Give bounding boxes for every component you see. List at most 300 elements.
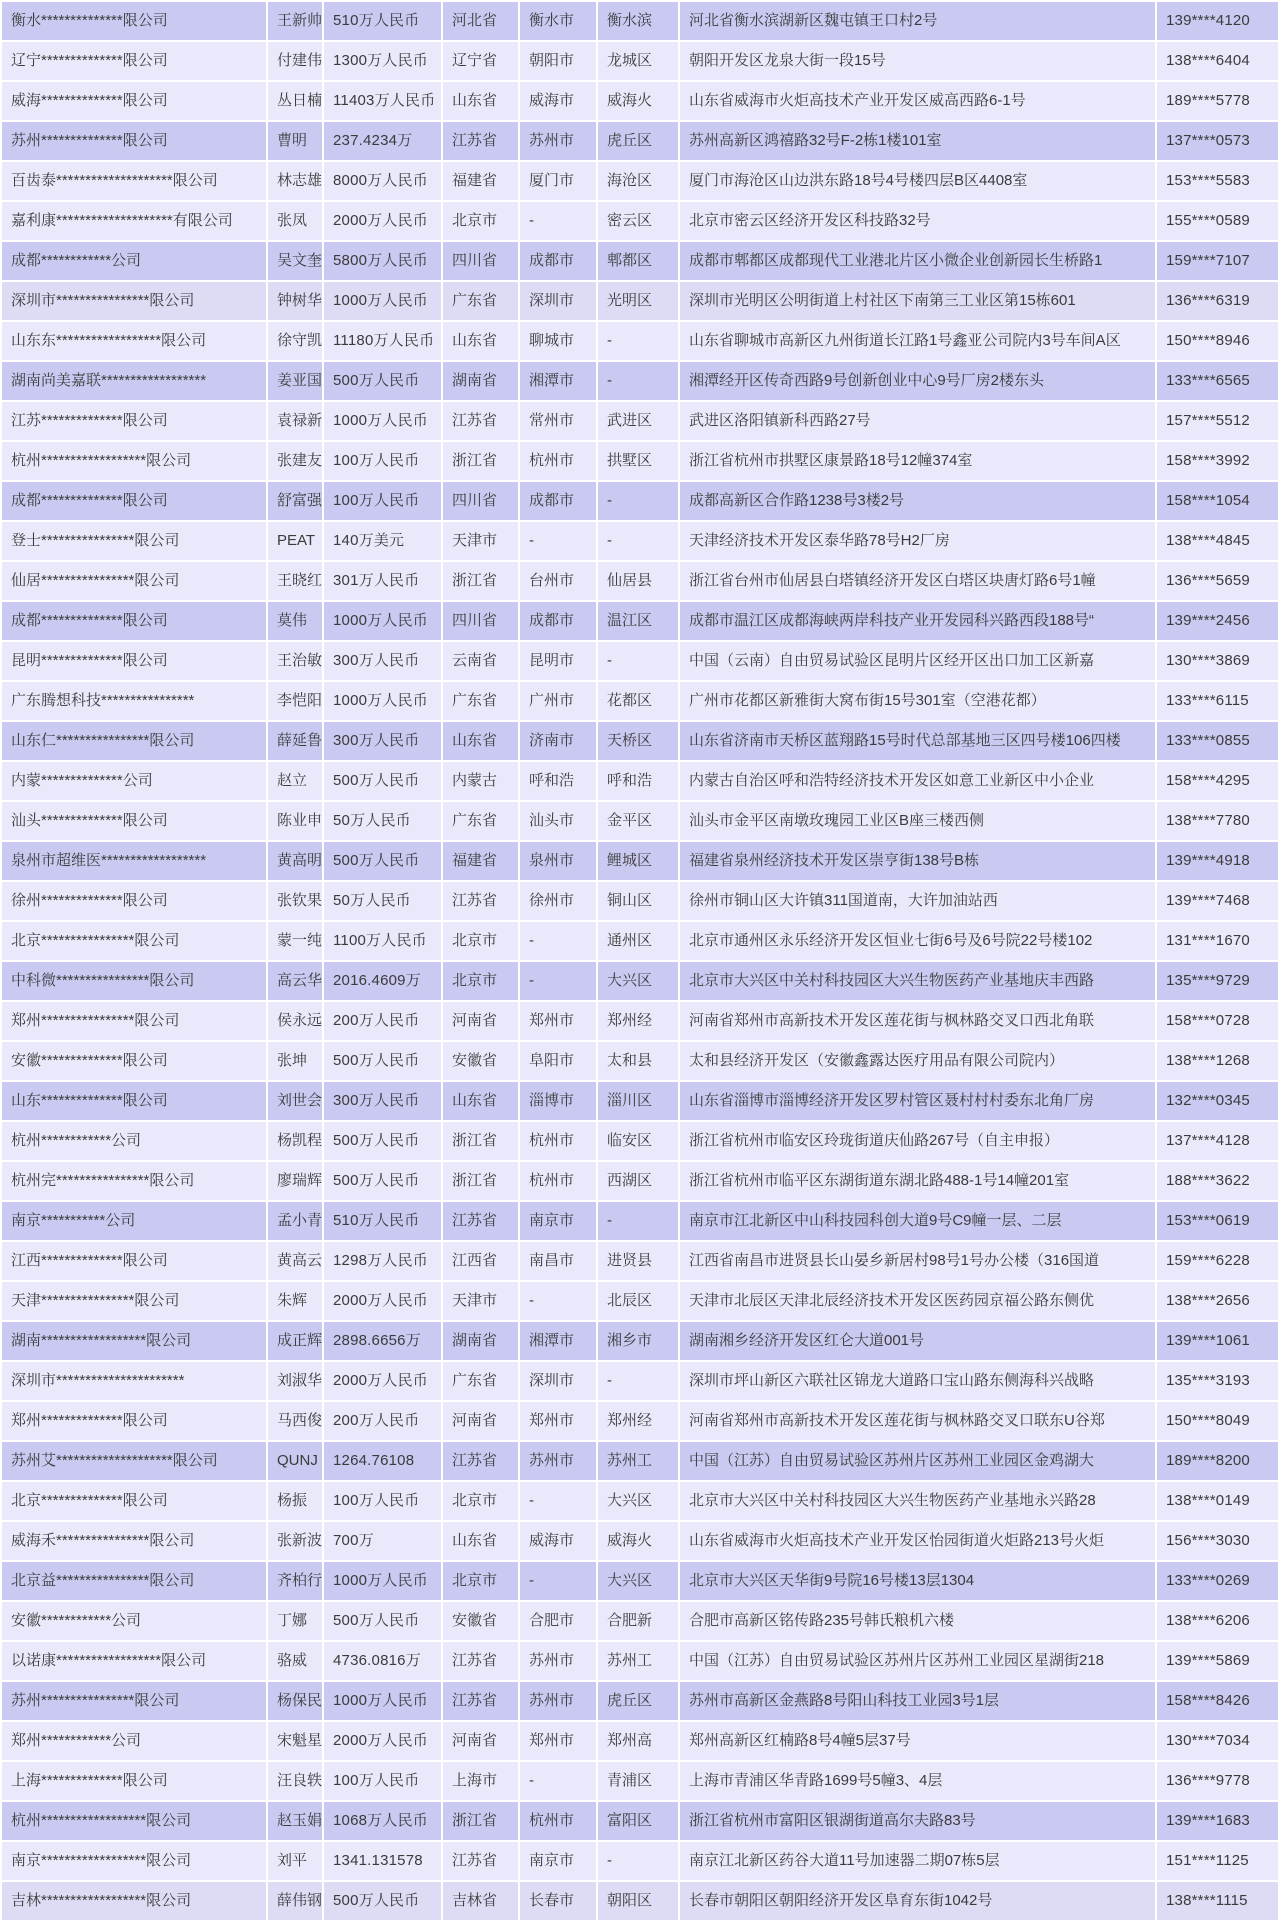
cell-district: 大兴区 — [598, 962, 678, 1000]
cell-city: 徐州市 — [520, 882, 596, 920]
cell-person: 刘世会 — [268, 1082, 322, 1120]
cell-city: 杭州市 — [520, 442, 596, 480]
cell-address: 郑州高新区红楠路8号4幢5层37号 — [680, 1722, 1155, 1760]
cell-capital: 500万人民币 — [324, 1042, 441, 1080]
cell-address: 徐州市铜山区大许镇311国道南，大许加油站西 — [680, 882, 1155, 920]
table-row — [2, 1842, 1278, 1880]
cell-phone: 130****3869 — [1157, 642, 1278, 680]
cell-phone: 188****3622 — [1157, 1162, 1278, 1200]
cell-province: 山东省 — [443, 722, 518, 760]
cell-person: 丁娜 — [268, 1602, 322, 1640]
cell-phone: 158****4295 — [1157, 762, 1278, 800]
cell-city: 汕头市 — [520, 802, 596, 840]
cell-district: 金平区 — [598, 802, 678, 840]
cell-capital: 300万人民币 — [324, 642, 441, 680]
cell-phone: 136****5659 — [1157, 562, 1278, 600]
cell-capital: 100万人民币 — [324, 1482, 441, 1520]
cell-person: 杨凯程 — [268, 1122, 322, 1160]
cell-phone: 138****6206 — [1157, 1602, 1278, 1640]
cell-phone: 138****6404 — [1157, 42, 1278, 80]
cell-address: 中国（云南）自由贸易试验区昆明片区经开区出口加工区新嘉 — [680, 642, 1155, 680]
table-row — [2, 482, 1278, 520]
cell-city: 杭州市 — [520, 1162, 596, 1200]
cell-phone: 151****1125 — [1157, 1842, 1278, 1880]
cell-address: 苏州市高新区金燕路8号阳山科技工业园3号1层 — [680, 1682, 1155, 1720]
table-row — [2, 1162, 1278, 1200]
table-row — [2, 1802, 1278, 1840]
cell-district: - — [598, 642, 678, 680]
cell-company: 仙居****************限公司 — [2, 562, 266, 600]
cell-company: 湖南尚美嘉联****************** — [2, 362, 266, 400]
cell-person: 张建友 — [268, 442, 322, 480]
cell-district: 湘乡市 — [598, 1322, 678, 1360]
table-row — [2, 962, 1278, 1000]
table-row — [2, 1042, 1278, 1080]
table-row — [2, 1202, 1278, 1240]
cell-district: 太和县 — [598, 1042, 678, 1080]
cell-phone: 156****3030 — [1157, 1522, 1278, 1560]
cell-address: 成都高新区合作路1238号3楼2号 — [680, 482, 1155, 520]
cell-person: 齐柏行 — [268, 1562, 322, 1600]
cell-district: 郫都区 — [598, 242, 678, 280]
cell-province: 上海市 — [443, 1762, 518, 1800]
cell-capital: 500万人民币 — [324, 1122, 441, 1160]
table-row — [2, 162, 1278, 200]
cell-phone: 139****5869 — [1157, 1642, 1278, 1680]
cell-district: 郑州高 — [598, 1722, 678, 1760]
cell-person: 王治敏 — [268, 642, 322, 680]
cell-person: 孟小青 — [268, 1202, 322, 1240]
cell-capital: 2898.6656万 — [324, 1322, 441, 1360]
cell-address: 浙江省杭州市临安区玲珑街道庆仙路267号（自主申报） — [680, 1122, 1155, 1160]
cell-capital: 11403万人民币 — [324, 82, 441, 120]
cell-phone: 135****9729 — [1157, 962, 1278, 1000]
table-row — [2, 1882, 1278, 1920]
cell-person: 王晓红 — [268, 562, 322, 600]
cell-capital: 100万人民币 — [324, 482, 441, 520]
cell-capital: 1264.76108 — [324, 1442, 441, 1480]
cell-address: 北京市大兴区天华街9号院16号楼13层1304 — [680, 1562, 1155, 1600]
cell-phone: 138****1115 — [1157, 1882, 1278, 1920]
cell-phone: 138****7780 — [1157, 802, 1278, 840]
cell-company: 苏州**************限公司 — [2, 122, 266, 160]
cell-person: 陈业申 — [268, 802, 322, 840]
cell-person: 薛伟钢 — [268, 1882, 322, 1920]
cell-person: 赵立 — [268, 762, 322, 800]
cell-phone: 131****1670 — [1157, 922, 1278, 960]
cell-phone: 189****5778 — [1157, 82, 1278, 120]
cell-person: 刘平 — [268, 1842, 322, 1880]
cell-province: 福建省 — [443, 162, 518, 200]
cell-company: 杭州************公司 — [2, 1122, 266, 1160]
table-row — [2, 722, 1278, 760]
cell-district: 大兴区 — [598, 1562, 678, 1600]
table-row — [2, 1282, 1278, 1320]
cell-capital: 700万 — [324, 1522, 441, 1560]
cell-person: 张坤 — [268, 1042, 322, 1080]
cell-company: 广东腾想科技**************** — [2, 682, 266, 720]
cell-person: 徐守凯 — [268, 322, 322, 360]
cell-city: 成都市 — [520, 482, 596, 520]
cell-capital: 8000万人民币 — [324, 162, 441, 200]
cell-phone: 130****7034 — [1157, 1722, 1278, 1760]
cell-company: 江西**************限公司 — [2, 1242, 266, 1280]
cell-city: 苏州市 — [520, 122, 596, 160]
cell-person: 姜亚国 — [268, 362, 322, 400]
cell-company: 山东仁****************限公司 — [2, 722, 266, 760]
cell-province: 河南省 — [443, 1402, 518, 1440]
table-row — [2, 402, 1278, 440]
cell-capital: 1000万人民币 — [324, 1562, 441, 1600]
cell-district: - — [598, 1362, 678, 1400]
cell-address: 中国（江苏）自由贸易试验区苏州片区苏州工业园区金鸡湖大 — [680, 1442, 1155, 1480]
cell-capital: 1000万人民币 — [324, 602, 441, 640]
cell-district: 衡水滨 — [598, 2, 678, 40]
cell-province: 江苏省 — [443, 1202, 518, 1240]
cell-address: 太和县经济开发区（安徽鑫露达医疗用品有限公司院内） — [680, 1042, 1155, 1080]
cell-address: 南京市江北新区中山科技园科创大道9号C9幢一层、二层 — [680, 1202, 1155, 1240]
table-row — [2, 1402, 1278, 1440]
cell-person: 袁禄新 — [268, 402, 322, 440]
cell-address: 中国（江苏）自由贸易试验区苏州片区苏州工业园区星湖街218 — [680, 1642, 1155, 1680]
cell-phone: 133****0269 — [1157, 1562, 1278, 1600]
cell-city: 苏州市 — [520, 1682, 596, 1720]
cell-district: - — [598, 1202, 678, 1240]
cell-capital: 2000万人民币 — [324, 1722, 441, 1760]
table-row — [2, 1002, 1278, 1040]
cell-address: 山东省威海市火炬高技术产业开发区威高西路6-1号 — [680, 82, 1155, 120]
cell-person: 李恺阳 — [268, 682, 322, 720]
cell-district: 仙居县 — [598, 562, 678, 600]
cell-address: 苏州高新区鸿禧路32号F-2栋1楼101室 — [680, 122, 1155, 160]
cell-phone: 150****8946 — [1157, 322, 1278, 360]
cell-province: 广东省 — [443, 682, 518, 720]
cell-person: 吴文奎 — [268, 242, 322, 280]
cell-province: 广东省 — [443, 1362, 518, 1400]
table-row — [2, 1082, 1278, 1120]
table-row — [2, 842, 1278, 880]
cell-company: 嘉利康********************有限公司 — [2, 202, 266, 240]
cell-capital: 510万人民币 — [324, 1202, 441, 1240]
table-row — [2, 202, 1278, 240]
cell-company: 苏州****************限公司 — [2, 1682, 266, 1720]
table-row — [2, 642, 1278, 680]
cell-province: 江苏省 — [443, 1442, 518, 1480]
cell-phone: 137****0573 — [1157, 122, 1278, 160]
cell-city: 泉州市 — [520, 842, 596, 880]
cell-capital: 4736.0816万 — [324, 1642, 441, 1680]
table-row — [2, 1122, 1278, 1160]
cell-city: 南昌市 — [520, 1242, 596, 1280]
cell-capital: 2000万人民币 — [324, 202, 441, 240]
cell-person: 莫伟 — [268, 602, 322, 640]
cell-phone: 139****1061 — [1157, 1322, 1278, 1360]
cell-city: 朝阳市 — [520, 42, 596, 80]
cell-city: 淄博市 — [520, 1082, 596, 1120]
table-row — [2, 602, 1278, 640]
cell-company: 汕头**************限公司 — [2, 802, 266, 840]
cell-phone: 137****4128 — [1157, 1122, 1278, 1160]
cell-district: 鲤城区 — [598, 842, 678, 880]
cell-capital: 500万人民币 — [324, 762, 441, 800]
cell-person: 张新波 — [268, 1522, 322, 1560]
cell-capital: 500万人民币 — [324, 362, 441, 400]
table-row — [2, 122, 1278, 160]
cell-address: 上海市青浦区华青路1699号5幢3、4层 — [680, 1762, 1155, 1800]
cell-company: 郑州**************限公司 — [2, 1402, 266, 1440]
cell-person: 曹明 — [268, 122, 322, 160]
cell-address: 北京市大兴区中关村科技园区大兴生物医药产业基地永兴路28 — [680, 1482, 1155, 1520]
cell-city: 郑州市 — [520, 1722, 596, 1760]
cell-capital: 510万人民币 — [324, 2, 441, 40]
cell-capital: 200万人民币 — [324, 1402, 441, 1440]
cell-province: 安徽省 — [443, 1042, 518, 1080]
cell-city: 合肥市 — [520, 1602, 596, 1640]
cell-address: 成都市郫都区成都现代工业港北片区小微企业创新园长生桥路1 — [680, 242, 1155, 280]
cell-city: 衡水市 — [520, 2, 596, 40]
table-row — [2, 1242, 1278, 1280]
cell-city: - — [520, 522, 596, 560]
cell-address: 厦门市海沧区山边洪东路18号4号楼四层B区4408室 — [680, 162, 1155, 200]
cell-company: 威海**************限公司 — [2, 82, 266, 120]
cell-city: 阜阳市 — [520, 1042, 596, 1080]
table-row — [2, 2, 1278, 40]
cell-company: 内蒙**************公司 — [2, 762, 266, 800]
cell-city: 长春市 — [520, 1882, 596, 1920]
cell-capital: 140万美元 — [324, 522, 441, 560]
cell-address: 浙江省杭州市临平区东湖街道东湖北路488-1号14幢201室 — [680, 1162, 1155, 1200]
table-row — [2, 1762, 1278, 1800]
cell-district: 密云区 — [598, 202, 678, 240]
cell-person: 高云华 — [268, 962, 322, 1000]
cell-province: 云南省 — [443, 642, 518, 680]
cell-capital: 2000万人民币 — [324, 1282, 441, 1320]
cell-city: 湘潭市 — [520, 362, 596, 400]
table-row — [2, 82, 1278, 120]
cell-city: 聊城市 — [520, 322, 596, 360]
cell-phone: 159****6228 — [1157, 1242, 1278, 1280]
cell-city: - — [520, 1562, 596, 1600]
table-row — [2, 42, 1278, 80]
cell-district: 苏州工 — [598, 1642, 678, 1680]
cell-capital: 50万人民币 — [324, 882, 441, 920]
cell-capital: 500万人民币 — [324, 1602, 441, 1640]
cell-district: 虎丘区 — [598, 122, 678, 160]
cell-person: 薛延鲁 — [268, 722, 322, 760]
cell-company: 辽宁**************限公司 — [2, 42, 266, 80]
cell-company: 杭州******************限公司 — [2, 442, 266, 480]
cell-city: 南京市 — [520, 1842, 596, 1880]
cell-company: 成都**************限公司 — [2, 602, 266, 640]
cell-company: 成都**************限公司 — [2, 482, 266, 520]
cell-province: 江苏省 — [443, 122, 518, 160]
cell-province: 浙江省 — [443, 1162, 518, 1200]
cell-phone: 150****8049 — [1157, 1402, 1278, 1440]
cell-person: 黄高明 — [268, 842, 322, 880]
cell-province: 北京市 — [443, 962, 518, 1000]
table-row — [2, 442, 1278, 480]
cell-capital: 301万人民币 — [324, 562, 441, 600]
cell-city: 郑州市 — [520, 1402, 596, 1440]
cell-district: 西湖区 — [598, 1162, 678, 1200]
cell-phone: 136****6319 — [1157, 282, 1278, 320]
cell-province: 四川省 — [443, 242, 518, 280]
cell-address: 内蒙古自治区呼和浩特经济技术开发区如意工业新区中小企业 — [680, 762, 1155, 800]
cell-city: - — [520, 1282, 596, 1320]
cell-district: 富阳区 — [598, 1802, 678, 1840]
cell-company: 南京******************限公司 — [2, 1842, 266, 1880]
cell-district: 朝阳区 — [598, 1882, 678, 1920]
cell-district: 进贤县 — [598, 1242, 678, 1280]
cell-capital: 1300万人民币 — [324, 42, 441, 80]
cell-address: 天津经济技术开发区泰华路78号H2厂房 — [680, 522, 1155, 560]
cell-company: 北京益****************限公司 — [2, 1562, 266, 1600]
cell-city: 常州市 — [520, 402, 596, 440]
cell-province: 内蒙古 — [443, 762, 518, 800]
cell-address: 江西省南昌市进贤县长山晏乡新居村98号1号办公楼（316国道 — [680, 1242, 1155, 1280]
cell-capital: 200万人民币 — [324, 1002, 441, 1040]
cell-person: 马西俊 — [268, 1402, 322, 1440]
cell-address: 山东省济南市天桥区蓝翔路15号时代总部基地三区四号楼106四楼 — [680, 722, 1155, 760]
cell-address: 河南省郑州市高新技术开发区莲花街与枫林路交叉口西北角联 — [680, 1002, 1155, 1040]
cell-phone: 139****7468 — [1157, 882, 1278, 920]
cell-province: 山东省 — [443, 322, 518, 360]
cell-phone: 155****0589 — [1157, 202, 1278, 240]
table-row — [2, 922, 1278, 960]
cell-district: - — [598, 322, 678, 360]
cell-phone: 158****1054 — [1157, 482, 1278, 520]
cell-address: 浙江省杭州市富阳区银湖街道高尔夫路83号 — [680, 1802, 1155, 1840]
cell-address: 浙江省杭州市拱墅区康景路18号12幢374室 — [680, 442, 1155, 480]
cell-phone: 138****1268 — [1157, 1042, 1278, 1080]
cell-address: 南京江北新区药谷大道11号加速器二期07栋5层 — [680, 1842, 1155, 1880]
cell-address: 北京市通州区永乐经济开发区恒业七街6号及6号院22号楼102 — [680, 922, 1155, 960]
cell-city: 苏州市 — [520, 1642, 596, 1680]
cell-person: 蒙一纯 — [268, 922, 322, 960]
cell-company: 山东东******************限公司 — [2, 322, 266, 360]
cell-person: 黄高云 — [268, 1242, 322, 1280]
cell-phone: 159****7107 — [1157, 242, 1278, 280]
cell-person: 王新帅 — [268, 2, 322, 40]
cell-company: 杭州完****************限公司 — [2, 1162, 266, 1200]
cell-province: 浙江省 — [443, 562, 518, 600]
cell-address: 山东省聊城市高新区九州街道长江路1号鑫亚公司院内3号车间A区 — [680, 322, 1155, 360]
cell-province: 安徽省 — [443, 1602, 518, 1640]
cell-phone: 158****8426 — [1157, 1682, 1278, 1720]
cell-person: 赵玉娟 — [268, 1802, 322, 1840]
cell-capital: 1000万人民币 — [324, 282, 441, 320]
cell-district: 花都区 — [598, 682, 678, 720]
cell-city: 威海市 — [520, 1522, 596, 1560]
table-row — [2, 762, 1278, 800]
cell-district: 威海火 — [598, 82, 678, 120]
table-row — [2, 362, 1278, 400]
cell-address: 湘潭经开区传奇西路9号创新创业中心9号厂房2楼东头 — [680, 362, 1155, 400]
table-row — [2, 1442, 1278, 1480]
cell-person: 舒富强 — [268, 482, 322, 520]
cell-phone: 153****0619 — [1157, 1202, 1278, 1240]
cell-company: 百齿泰********************限公司 — [2, 162, 266, 200]
cell-person: 宋魁星 — [268, 1722, 322, 1760]
cell-province: 河南省 — [443, 1002, 518, 1040]
cell-district: 淄川区 — [598, 1082, 678, 1120]
cell-province: 湖南省 — [443, 362, 518, 400]
cell-district: 温江区 — [598, 602, 678, 640]
cell-city: 台州市 — [520, 562, 596, 600]
cell-district: 通州区 — [598, 922, 678, 960]
cell-city: - — [520, 922, 596, 960]
cell-company: 北京**************限公司 — [2, 1482, 266, 1520]
cell-city: - — [520, 1482, 596, 1520]
cell-person: 刘淑华 — [268, 1362, 322, 1400]
cell-province: 天津市 — [443, 1282, 518, 1320]
cell-company: 郑州************公司 — [2, 1722, 266, 1760]
table-row — [2, 522, 1278, 560]
cell-company: 上海**************限公司 — [2, 1762, 266, 1800]
cell-person: 骆威 — [268, 1642, 322, 1680]
cell-person: 张钦果 — [268, 882, 322, 920]
cell-company: 衡水**************限公司 — [2, 2, 266, 40]
table-row — [2, 882, 1278, 920]
cell-address: 天津市北辰区天津北辰经济技术开发区医药园京福公路东侧优 — [680, 1282, 1155, 1320]
cell-address: 北京市密云区经济开发区科技路32号 — [680, 202, 1155, 240]
cell-capital: 300万人民币 — [324, 722, 441, 760]
cell-district: 海沧区 — [598, 162, 678, 200]
cell-company: 中科微****************限公司 — [2, 962, 266, 1000]
cell-city: - — [520, 962, 596, 1000]
cell-company: 郑州****************限公司 — [2, 1002, 266, 1040]
cell-company: 昆明**************限公司 — [2, 642, 266, 680]
cell-phone: 133****6565 — [1157, 362, 1278, 400]
cell-phone: 139****4918 — [1157, 842, 1278, 880]
cell-district: 虎丘区 — [598, 1682, 678, 1720]
table-row — [2, 1642, 1278, 1680]
cell-person: 朱辉 — [268, 1282, 322, 1320]
cell-phone: 138****0149 — [1157, 1482, 1278, 1520]
cell-capital: 1298万人民币 — [324, 1242, 441, 1280]
cell-address: 合肥市高新区铭传路235号韩氏粮机六楼 — [680, 1602, 1155, 1640]
cell-capital: 500万人民币 — [324, 842, 441, 880]
cell-province: 浙江省 — [443, 442, 518, 480]
table-row — [2, 1322, 1278, 1360]
cell-district: - — [598, 482, 678, 520]
cell-district: 郑州经 — [598, 1002, 678, 1040]
cell-capital: 5800万人民币 — [324, 242, 441, 280]
cell-city: 广州市 — [520, 682, 596, 720]
cell-address: 北京市大兴区中关村科技园区大兴生物医药产业基地庆丰西路 — [680, 962, 1155, 1000]
cell-capital: 1341.131578 — [324, 1842, 441, 1880]
cell-person: 汪良轶 — [268, 1762, 322, 1800]
cell-address: 朝阳开发区龙泉大街一段15号 — [680, 42, 1155, 80]
cell-company: 杭州******************限公司 — [2, 1802, 266, 1840]
cell-district: 铜山区 — [598, 882, 678, 920]
cell-company: 以诺康******************限公司 — [2, 1642, 266, 1680]
cell-district: - — [598, 1842, 678, 1880]
cell-province: 河北省 — [443, 2, 518, 40]
cell-capital: 100万人民币 — [324, 1762, 441, 1800]
cell-company: 南京***********公司 — [2, 1202, 266, 1240]
cell-capital: 237.4234万 — [324, 122, 441, 160]
cell-province: 湖南省 — [443, 1322, 518, 1360]
cell-district: - — [598, 522, 678, 560]
cell-city: 深圳市 — [520, 1362, 596, 1400]
cell-province: 浙江省 — [443, 1122, 518, 1160]
cell-company: 成都************公司 — [2, 242, 266, 280]
cell-city: 南京市 — [520, 1202, 596, 1240]
cell-person: 钟树华 — [268, 282, 322, 320]
cell-capital: 2016.4609万 — [324, 962, 441, 1000]
cell-capital: 1068万人民币 — [324, 1802, 441, 1840]
